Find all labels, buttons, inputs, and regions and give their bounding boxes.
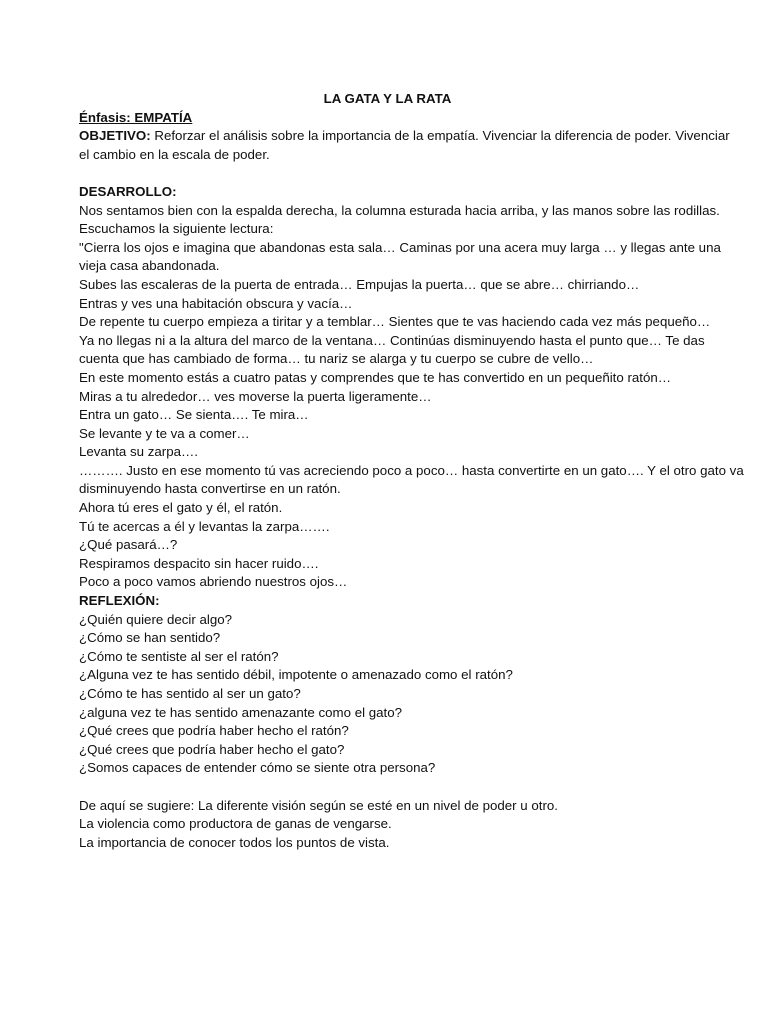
objective-text: Reforzar el análisis sobre la importancia de la empatía. Vivenciar la diferencia de poder. Vivenciar — [150, 128, 730, 144]
conclusion-line: De aquí se sugiere: La diferente visión según se esté en un nivel de poder u otro. — [79, 797, 558, 813]
reflection-question: ¿Cómo te has sentido al ser un gato? — [79, 686, 301, 701]
document-title: LA GATA Y LA RATA — [323, 91, 452, 106]
reflection-section — [79, 611, 709, 778]
development-line: Ya no llegas ni a la altura del marco de la ventana… Continúas disminuyendo hasta el punto que… Te das — [79, 332, 705, 348]
development-heading: DESARROLLO: — [79, 183, 177, 199]
reflection-question: ¿Cómo se han sentido? — [79, 630, 221, 646]
development-line: vieja casa abandonada. — [79, 258, 220, 274]
development-line: Entra un gato… Se sienta…. Te mira… — [79, 407, 309, 423]
development-line: ………. Justo en ese momento tú vas acreciendo poco a poco… hasta convertirte en un gato…. Y el otro gato va — [79, 462, 744, 478]
development-line: Entras y ves una habitación obscura y vacía… — [79, 295, 353, 311]
objective-line-2: el cambio en la escala de poder. — [79, 146, 270, 162]
development-line: Nos sentamos bien con la espalda derecha, la columna esturada hacia arriba, y las manos sobre las rodillas. — [79, 202, 720, 218]
development-line: "Cierra los ojos e imagina que abandonas esta sala… Caminas por una acera muy larga … y llegas ante una — [79, 239, 721, 255]
conclusion-line: La violencia como productora de ganas de vengarse. — [79, 816, 392, 832]
spacer — [79, 778, 709, 797]
development-line: Se levante y te va a comer… — [79, 425, 250, 441]
reflection-question: ¿Quién quiere decir algo? — [79, 611, 233, 627]
development-line: Tú te acercas a él y levantas la zarpa……. — [79, 518, 330, 534]
emphasis-heading: Énfasis: EMPATÍA — [79, 109, 193, 125]
development-line: Subes las escaleras de la puerta de entrada… Empujas la puerta… que se abre… chirriando… — [79, 276, 640, 292]
development-line: Poco a poco vamos abriendo nuestros ojos… — [79, 574, 348, 590]
development-line: Miras a tu alrededor… ves moverse la puerta ligeramente… — [79, 388, 432, 404]
reflection-question: ¿Qué crees que podría haber hecho el ratón? — [79, 723, 349, 739]
development-line: cuenta que has cambiado de forma… tu nariz se alarga y tu cuerpo se cubre de vello… — [79, 351, 594, 367]
development-line: De repente tu cuerpo empieza a tiritar y a temblar… Sientes que te vas haciendo cada vez más pequeño… — [79, 314, 711, 330]
development-line: Escuchamos la siguiente lectura: — [79, 221, 274, 237]
objective-line-1 — [79, 127, 730, 146]
reflection-question: ¿alguna vez te has sentido amenazante como el gato? — [79, 704, 403, 720]
reflection-question: ¿Somos capaces de entender cómo se siente otra persona? — [79, 760, 436, 776]
development-section — [79, 202, 744, 592]
reflection-heading: REFLEXIÓN: — [79, 593, 160, 609]
objective-label: OBJETIVO: — [79, 128, 151, 144]
reflection-question: ¿Cómo te sentiste al ser el ratón? — [79, 648, 279, 664]
development-line: ¿Qué pasará…? — [79, 537, 178, 553]
development-line: disminuyendo hasta convertirse en un ratón. — [79, 481, 341, 497]
reflection-question: ¿Qué crees que podría haber hecho el gato? — [79, 741, 345, 757]
conclusion-line: La importancia de conocer todos los puntos de vista. — [79, 834, 390, 850]
development-line: En este momento estás a cuatro patas y comprendes que te has convertido en un pequeñito ratón… — [79, 369, 672, 385]
document-body — [79, 90, 744, 852]
development-line: Respiramos despacito sin hacer ruido…. — [79, 555, 319, 571]
reflection-question: ¿Alguna vez te has sentido débil, impotente o amenazado como el ratón? — [79, 667, 513, 683]
development-line: Ahora tú eres el gato y él, el ratón. — [79, 500, 283, 516]
conclusion-section — [79, 797, 709, 853]
spacer — [79, 164, 709, 183]
development-line: Levanta su zarpa…. — [79, 444, 199, 460]
